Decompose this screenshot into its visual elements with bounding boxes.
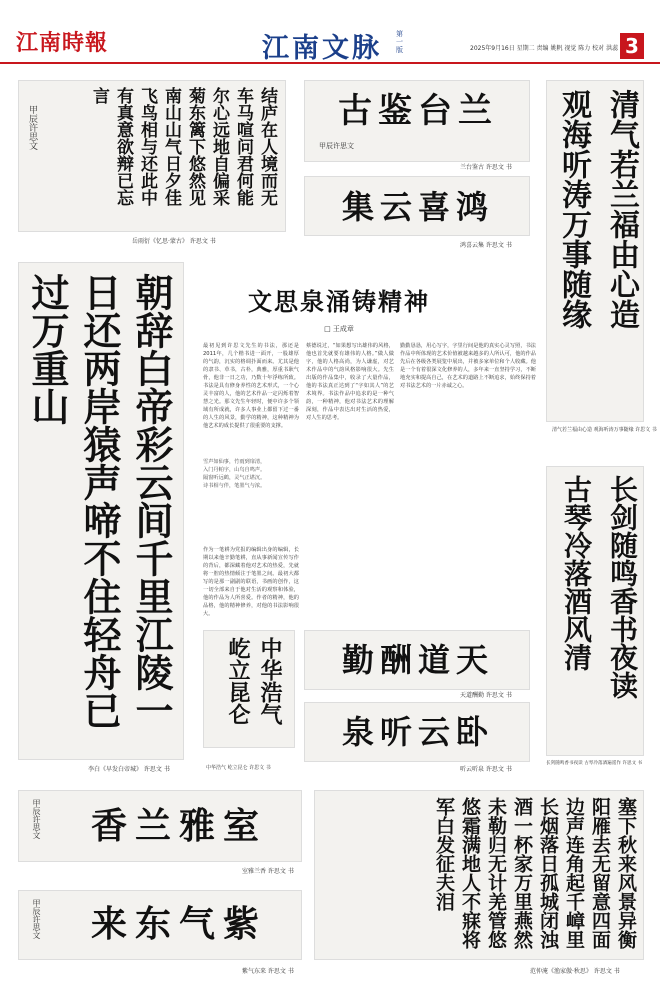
- article-column-1: 最初见到许思文先生的书法，那还是2011年，几个楷书进一面开，一股雄厚的气韵，沉实的格调扑面而来。尤其是他的隶书、草书，古朴，典雅，厚重书耿气骨，他非一日之功，乃数十年浮练所致。书法是具有修身养性的艺术形式，一个心灵丰富的人，他的艺术作品一定闪烁着智慧之光。那文先生年轻时，便中许多个领域有所成就，许多人事业上都留下过一番的人生的风景，勤学的精神，这种精神为他艺术的成长提供了很重要的支撑。: [203, 343, 299, 429]
- calligraphy-text: 卧云听泉: [341, 713, 494, 751]
- calligraphy-text: 紫气东来: [90, 903, 267, 945]
- caption: 长剑随鸣香书夜读 古琴冷落酒遍遥作 许思文 书: [546, 761, 643, 766]
- article-column-3: 蔡德说过，“如果想写出雄伟的风格，他也首先就要有雄伟的人格。”做人做字，他的人格高尚，为人谦虚，对艺术作品中的气韵风格影响很大。先生出版的作品集中，收录了大量作品，他的书法真正达到了“字如其人”的艺术境界。书法作品中追求的是一种气韵，一种精神，他对书法艺术的理解深刻，作品中表达出对生活的热爱，对人生的思考。: [306, 343, 394, 421]
- calligraphy-work-yujiaao: [314, 790, 644, 960]
- caption: 鸿喜云集 许思文 书: [460, 242, 512, 249]
- caption: 岳雨衍《忆思·蒙古》 许思文 书: [132, 238, 216, 245]
- date-line: 2025年9月16日 星期二 责编 姚帆 视觉 陈力 校对 洪蕊: [470, 45, 619, 52]
- calligraphy-work-shiya: [18, 790, 302, 862]
- signature: 甲辰许思文: [32, 799, 41, 839]
- calligraphy-text: 兰台鉴古: [338, 91, 498, 131]
- article-column-2: 作为一笔耕为党报的编辑出身的编辑，长期以来他辛勤笔耕，直从事新闻宣传写作的背后，都深藏着他对艺术的热爱，先就将一腔的热情倾注于笔墨之间。最初大都写的是那一副副的联语，书画的创作，这一切全部来自于他对生活的观察和体验，他的作品为人所喜爱。作者的精神，他的品格，他的精神修养，对他的书法影响很大。: [203, 547, 299, 617]
- calligraphy-work-poem-1: [18, 80, 286, 232]
- calligraphy-text: 塞下秋来风景异衡阳雁去无留意四面边声连角起千嶂里长烟落日孤城闭浊酒一杯家万里燕然未勒归无计羌管悠悠霜满地人不寐将军白发征夫泪: [433, 797, 637, 949]
- calligraphy-text-left: 观海听涛万事随缘: [556, 89, 591, 329]
- section-mark: 第一版: [396, 30, 403, 54]
- calligraphy-work-tiandao: [304, 630, 530, 690]
- article-byline: □ 王成章: [324, 325, 354, 333]
- caption: 中华浩气 屹立昆仑 许思文 书: [206, 765, 271, 771]
- signature: 甲辰许思文: [32, 899, 41, 939]
- calligraphy-text-right: 清气若兰福由心造: [604, 89, 639, 329]
- calligraphy-work-zhonghua: [203, 630, 295, 748]
- article-column-4: 勤勤恳恳，用心写字，字里行间是他的真实心灵写照，书法作品中所体现的艺术价值被越来越多的人所认可，他的作品先后在各级各类展览中展出，并被多家单位和个人收藏。他是一个有着很深文化修养的人，多年来一直坚持学习，不断地充实和提高自己，在艺术的道路上不断追求，始终保持着对书法艺术的一片赤诚之心。: [400, 343, 536, 389]
- calligraphy-text-right: 长剑随鸣香书夜读: [606, 475, 639, 699]
- caption: 李白《早发白帝城》 许思文 书: [88, 766, 170, 773]
- calligraphy-work-baidi: [18, 262, 184, 760]
- calligraphy-couplet-changjian: [546, 466, 644, 756]
- calligraphy-text: 天道酬勤: [341, 641, 494, 679]
- caption: 清气若兰福由心造 观海听涛万事随缘 许思文 书: [552, 427, 657, 433]
- calligraphy-couplet-qingqi: [546, 80, 644, 422]
- caption: 听云听泉 许思文 书: [460, 766, 512, 773]
- caption: 天道酬勤 许思文 书: [460, 692, 512, 699]
- embedded-poem: 雪声如仙事，竹雨到扉清， 入门丹帕字，山鸟自鸣声。 隔窗听远鹤，灵气正堪沉。 诗书相与伴，笔墨气与浓。: [203, 459, 266, 489]
- page-number: 3: [620, 33, 644, 59]
- calligraphy-text-left: 古琴冷落酒风清: [560, 475, 593, 671]
- masthead: [0, 0, 660, 64]
- calligraphy-work-ziqi: [18, 890, 302, 960]
- caption: 紫气东来 许思文 书: [242, 968, 294, 975]
- caption: 兰台鉴古 许思文 书: [460, 164, 512, 171]
- section-title: 江南文脉: [262, 33, 382, 64]
- calligraphy-text: 朝辞白帝彩云间千里江陵一日还两岸猿声啼不住轻舟已过万重山: [25, 273, 174, 729]
- calligraphy-text: 中华浩气屹立昆仑: [225, 637, 283, 725]
- calligraphy-text: 室雅兰香: [90, 805, 267, 847]
- calligraphy-work-hongxi: [304, 176, 530, 236]
- caption: 范仲淹《渔家傲·秋思》 许思文 书: [530, 968, 620, 975]
- signature: 甲辰许思文: [27, 105, 37, 150]
- caption: 室雅兰香 许思文 书: [242, 868, 294, 875]
- calligraphy-text: 结庐在人境而无车马喧问君何能尔心远地自偏采菊东篱下悠然见南山山气日夕佳飞鸟相与还此中有真意欲辩已忘言: [89, 87, 277, 206]
- paper-name-logo: 江南時報: [16, 30, 109, 56]
- article-title: 文思泉涌铸精神: [248, 287, 430, 316]
- signature: 甲辰许思文: [319, 142, 354, 150]
- calligraphy-text: 鸿喜云集: [341, 188, 494, 226]
- calligraphy-work-woyun: [304, 702, 530, 762]
- calligraphy-work-lantai: [304, 80, 530, 162]
